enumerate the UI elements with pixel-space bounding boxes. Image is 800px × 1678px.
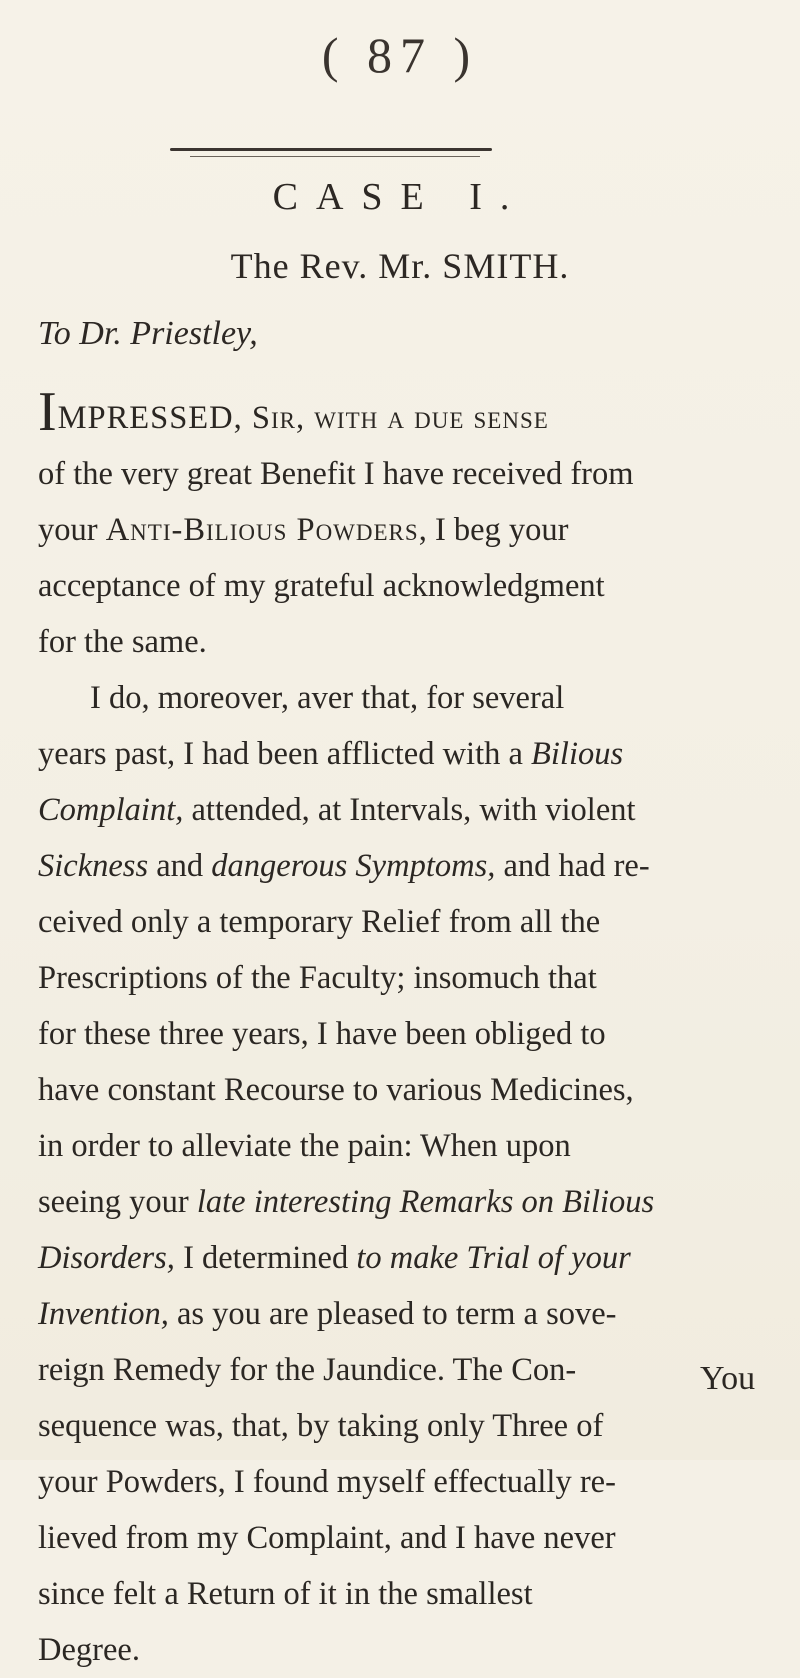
text-run: as you are pleased to term a sove-: [168, 1296, 617, 1332]
italic-run: Disorders,: [38, 1240, 175, 1276]
italic-run: dangerous Symptoms,: [211, 848, 496, 884]
drop-cap: I: [38, 381, 57, 443]
text-run: attended, at Intervals, with violent: [183, 792, 636, 828]
text-line: acceptance of my grateful acknowledgment: [38, 568, 605, 604]
product-name: Anti-Bilious Powders: [105, 512, 419, 548]
text-line: [38, 726, 793, 782]
catchword: You: [700, 1360, 756, 1397]
text-line: Degree.: [38, 1632, 140, 1668]
text-line: [38, 1174, 793, 1230]
text-line: for the same.: [38, 624, 207, 660]
text-run: MPRESSED, Sir, with a due sense: [57, 400, 549, 436]
heading-rule-thin: [190, 156, 480, 157]
italic-run: Sickness: [38, 848, 149, 884]
text-run: and: [148, 848, 212, 884]
case-heading: CASE I.: [272, 176, 528, 218]
text-line: [38, 782, 793, 838]
text-line: of the very great Benefit I have received from: [38, 456, 634, 492]
text-line: your Powders, I found myself effectually re-: [38, 1464, 616, 1500]
text-line: have constant Recourse to various Medicines,: [38, 1072, 634, 1108]
text-run: years past, I had been afflicted with a: [38, 736, 532, 772]
text-run: and had re-: [495, 848, 650, 884]
text-line: sequence was, that, by taking only Three of: [38, 1408, 604, 1444]
text-line: [38, 1230, 793, 1286]
page-number: ( 87 ): [321, 27, 479, 83]
italic-run: Invention,: [38, 1296, 169, 1332]
italic-run: Complaint,: [38, 792, 184, 828]
text-line: Prescriptions of the Faculty; insomuch that: [38, 960, 597, 996]
text-line: reign Remedy for the Jaundice. The Con-: [38, 1352, 577, 1388]
text-line: in order to alleviate the pain: When upon: [38, 1128, 571, 1164]
letter-addressee: To Dr. Priestley,: [38, 315, 258, 352]
text-run: seeing your: [38, 1184, 197, 1220]
text-run: I determined: [174, 1240, 357, 1276]
text-line: [38, 838, 793, 894]
heading-rule: [170, 148, 492, 151]
letter-body: [38, 381, 793, 1678]
text-line: [38, 502, 793, 558]
italic-run: to make Trial of your: [356, 1240, 631, 1276]
text-line: [38, 381, 793, 446]
text-run: your: [38, 512, 106, 548]
text-line: for these three years, I have been obliged to: [38, 1016, 606, 1052]
text-line: lieved from my Complaint, and I have never: [38, 1520, 616, 1556]
italic-run: late interesting Remarks on Bilious: [196, 1184, 655, 1220]
text-run: , I beg your: [418, 512, 569, 548]
text-line: I do, moreover, aver that, for several: [90, 680, 565, 716]
correspondent-name: The Rev. Mr. SMITH.: [230, 246, 570, 286]
text-line: [38, 1286, 793, 1342]
text-line: ceived only a temporary Relief from all the: [38, 904, 601, 940]
italic-run: Bilious: [531, 736, 624, 772]
text-line: since felt a Return of it in the smallest: [38, 1576, 533, 1612]
